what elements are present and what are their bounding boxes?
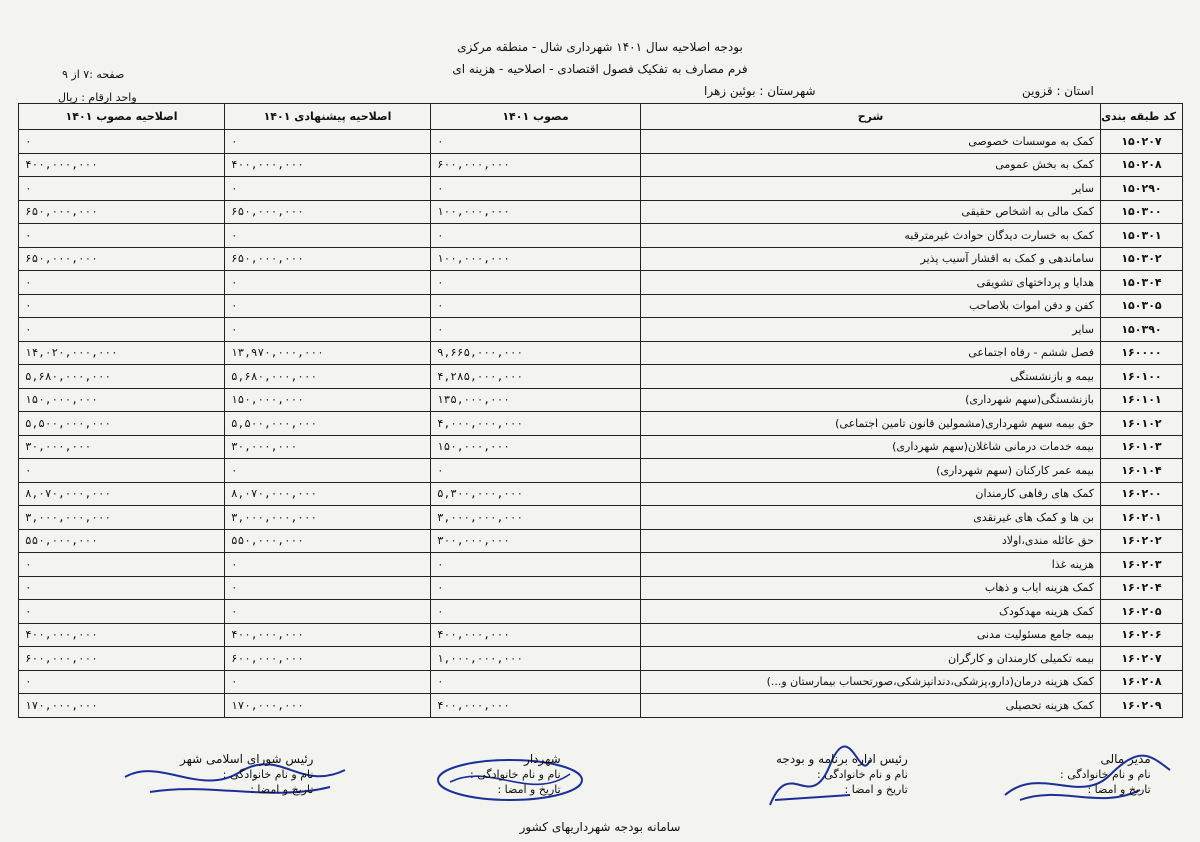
system-footer: سامانه بودجه شهرداریهای کشور: [519, 820, 681, 834]
approved-cell: ۳۰۰,۰۰۰,۰۰۰: [431, 529, 641, 553]
code-cell: ۱۵۰۲۰۸: [1101, 153, 1183, 177]
description-cell: بن ها و کمک های غیرنقدی: [641, 506, 1101, 530]
proposed-cell: ۰: [225, 576, 431, 600]
description-cell: کمک هزینه تحصیلی: [641, 694, 1101, 718]
approved-cell: ۰: [431, 318, 641, 342]
province-label: استان : قزوین: [1022, 84, 1094, 98]
approved-cell: ۰: [431, 600, 641, 624]
table-row: [19, 623, 1183, 647]
table-row: [19, 694, 1183, 718]
table-row: [19, 506, 1183, 530]
approved-cell: ۴,۰۰۰,۰۰۰,۰۰۰: [431, 412, 641, 436]
table-row: [19, 294, 1183, 318]
approved-amendment-cell: ۰: [19, 459, 225, 483]
approved-cell: ۹,۶۶۵,۰۰۰,۰۰۰: [431, 341, 641, 365]
approved-cell: ۱۳۵,۰۰۰,۰۰۰: [431, 388, 641, 412]
signature-block-mayor: [470, 752, 561, 797]
code-cell: ۱۶۰۱۰۰: [1101, 365, 1183, 389]
table-row: [19, 247, 1183, 271]
code-cell: ۱۵۰۳۰۱: [1101, 224, 1183, 248]
description-cell: بیمه تکمیلی کارمندان و کارگران: [641, 647, 1101, 671]
proposed-cell: ۱۳,۹۷۰,۰۰۰,۰۰۰: [225, 341, 431, 365]
approved-cell: ۰: [431, 130, 641, 154]
form-subtitle: فرم مصارف به تفکیک فصول اقتصادی - اصلاحیه - هزینه ای: [452, 62, 748, 76]
table-row: [19, 647, 1183, 671]
proposed-cell: ۵۵۰,۰۰۰,۰۰۰: [225, 529, 431, 553]
table-row: [19, 341, 1183, 365]
signer-name-label: نام و نام خانوادگی :: [817, 768, 908, 781]
approved-cell: ۶۰۰,۰۰۰,۰۰۰: [431, 153, 641, 177]
approved-amendment-cell: ۶۵۰,۰۰۰,۰۰۰: [19, 247, 225, 271]
proposed-cell: ۰: [225, 177, 431, 201]
code-cell: ۱۶۰۱۰۴: [1101, 459, 1183, 483]
proposed-cell: ۶۵۰,۰۰۰,۰۰۰: [225, 200, 431, 224]
table-row: [19, 318, 1183, 342]
description-cell: بازنشستگی(سهم شهرداری): [641, 388, 1101, 412]
approved-amendment-cell: ۵,۵۰۰,۰۰۰,۰۰۰: [19, 412, 225, 436]
proposed-cell: ۶۰۰,۰۰۰,۰۰۰: [225, 647, 431, 671]
table-row: [19, 177, 1183, 201]
code-cell: ۱۵۰۳۰۴: [1101, 271, 1183, 295]
approved-amendment-cell: ۰: [19, 294, 225, 318]
header-description: شرح: [641, 104, 1101, 130]
approved-amendment-cell: ۰: [19, 130, 225, 154]
table-row: [19, 553, 1183, 577]
proposed-cell: ۵,۵۰۰,۰۰۰,۰۰۰: [225, 412, 431, 436]
approved-amendment-cell: ۰: [19, 670, 225, 694]
table-row: [19, 388, 1183, 412]
budget-table: [18, 103, 1183, 718]
proposed-cell: ۰: [225, 224, 431, 248]
approved-amendment-cell: ۴۰۰,۰۰۰,۰۰۰: [19, 623, 225, 647]
description-cell: کمک های رفاهی کارمندان: [641, 482, 1101, 506]
code-cell: ۱۶۰۲۰۲: [1101, 529, 1183, 553]
currency-unit: واحد ارقام : ریال: [58, 91, 137, 104]
description-cell: کمک هزینه ایاب و ذهاب: [641, 576, 1101, 600]
city-label: شهرستان : بوئین زهرا: [704, 84, 816, 98]
table-row: [19, 435, 1183, 459]
signer-date-label: تاریخ و امضا :: [844, 783, 908, 796]
description-cell: کمک به خسارت دیدگان حوادث غیرمترقبه: [641, 224, 1101, 248]
code-cell: ۱۶۰۲۰۷: [1101, 647, 1183, 671]
code-cell: ۱۵۰۲۰۷: [1101, 130, 1183, 154]
table-row: [19, 130, 1183, 154]
proposed-cell: ۰: [225, 294, 431, 318]
approved-amendment-cell: ۸,۰۷۰,۰۰۰,۰۰۰: [19, 482, 225, 506]
description-cell: حق عائله مندی،اولاد: [641, 529, 1101, 553]
approved-cell: ۰: [431, 553, 641, 577]
approved-amendment-cell: ۳,۰۰۰,۰۰۰,۰۰۰: [19, 506, 225, 530]
code-cell: ۱۵۰۳۰۲: [1101, 247, 1183, 271]
description-cell: سایر: [641, 318, 1101, 342]
description-cell: بیمه خدمات درمانی شاغلان(سهم شهرداری): [641, 435, 1101, 459]
approved-cell: ۱۰۰,۰۰۰,۰۰۰: [431, 200, 641, 224]
code-cell: ۱۶۰۲۰۸: [1101, 670, 1183, 694]
form-title: بودجه اصلاحیه سال ۱۴۰۱ شهرداری شال - منطقه مرکزی: [457, 40, 743, 54]
signer-name-label: نام و نام خانوادگی :: [470, 768, 561, 781]
description-cell: کفن و دفن اموات بلاصاحب: [641, 294, 1101, 318]
table-row: [19, 670, 1183, 694]
approved-cell: ۰: [431, 670, 641, 694]
approved-amendment-cell: ۰: [19, 553, 225, 577]
header-code: کد طبقه بندی: [1101, 104, 1183, 130]
table-header-row: [19, 104, 1183, 130]
approved-amendment-cell: ۱۴,۰۲۰,۰۰۰,۰۰۰: [19, 341, 225, 365]
proposed-cell: ۰: [225, 600, 431, 624]
code-cell: ۱۶۰۲۰۰: [1101, 482, 1183, 506]
code-cell: ۱۶۰۲۰۶: [1101, 623, 1183, 647]
description-cell: بیمه جامع مسئولیت مدنی: [641, 623, 1101, 647]
code-cell: ۱۶۰۰۰۰: [1101, 341, 1183, 365]
signature-block-budget-head: [776, 752, 908, 797]
description-cell: کمک هزینه مهدکودک: [641, 600, 1101, 624]
proposed-cell: ۰: [225, 318, 431, 342]
approved-amendment-cell: ۰: [19, 576, 225, 600]
approved-cell: ۳,۰۰۰,۰۰۰,۰۰۰: [431, 506, 641, 530]
approved-cell: ۴۰۰,۰۰۰,۰۰۰: [431, 694, 641, 718]
code-cell: ۱۶۰۲۰۵: [1101, 600, 1183, 624]
description-cell: سایر: [641, 177, 1101, 201]
header-approved: مصوب ۱۴۰۱: [431, 104, 641, 130]
description-cell: کمک به بخش عمومی: [641, 153, 1101, 177]
proposed-cell: ۱۵۰,۰۰۰,۰۰۰: [225, 388, 431, 412]
signer-title: مدیر مالی: [1100, 752, 1151, 766]
proposed-cell: ۱۷۰,۰۰۰,۰۰۰: [225, 694, 431, 718]
approved-cell: ۴۰۰,۰۰۰,۰۰۰: [431, 623, 641, 647]
table-row: [19, 576, 1183, 600]
description-cell: فصل ششم - رفاه اجتماعی: [641, 341, 1101, 365]
code-cell: ۱۵۰۳۰۵: [1101, 294, 1183, 318]
proposed-cell: ۳۰,۰۰۰,۰۰۰: [225, 435, 431, 459]
code-cell: ۱۶۰۲۰۱: [1101, 506, 1183, 530]
approved-amendment-cell: ۰: [19, 271, 225, 295]
approved-amendment-cell: ۰: [19, 318, 225, 342]
approved-amendment-cell: ۶۰۰,۰۰۰,۰۰۰: [19, 647, 225, 671]
code-cell: ۱۶۰۲۰۹: [1101, 694, 1183, 718]
approved-cell: ۴,۲۸۵,۰۰۰,۰۰۰: [431, 365, 641, 389]
proposed-cell: ۰: [225, 130, 431, 154]
proposed-cell: ۰: [225, 553, 431, 577]
approved-cell: ۱۰۰,۰۰۰,۰۰۰: [431, 247, 641, 271]
approved-amendment-cell: ۱۵۰,۰۰۰,۰۰۰: [19, 388, 225, 412]
approved-amendment-cell: ۶۵۰,۰۰۰,۰۰۰: [19, 200, 225, 224]
approved-cell: ۰: [431, 177, 641, 201]
description-cell: حق بیمه سهم شهرداری(مشمولین قانون تامین اجتماعی): [641, 412, 1101, 436]
page-number: صفحه :۷ از ۹: [62, 68, 125, 81]
header-proposed: اصلاحیه پیشنهادی ۱۴۰۱: [225, 104, 431, 130]
table-row: [19, 482, 1183, 506]
proposed-cell: ۰: [225, 459, 431, 483]
signer-date-label: تاریخ و امضا :: [250, 783, 314, 796]
description-cell: هدایا و پرداختهای تشویقی: [641, 271, 1101, 295]
description-cell: هزینه غذا: [641, 553, 1101, 577]
code-cell: ۱۶۰۲۰۴: [1101, 576, 1183, 600]
proposed-cell: ۰: [225, 670, 431, 694]
approved-cell: ۰: [431, 459, 641, 483]
approved-cell: ۰: [431, 271, 641, 295]
approved-amendment-cell: ۵۵۰,۰۰۰,۰۰۰: [19, 529, 225, 553]
proposed-cell: ۸,۰۷۰,۰۰۰,۰۰۰: [225, 482, 431, 506]
approved-amendment-cell: ۴۰۰,۰۰۰,۰۰۰: [19, 153, 225, 177]
table-row: [19, 365, 1183, 389]
code-cell: ۱۶۰۲۰۳: [1101, 553, 1183, 577]
approved-cell: ۰: [431, 294, 641, 318]
table-row: [19, 600, 1183, 624]
approved-amendment-cell: ۳۰,۰۰۰,۰۰۰: [19, 435, 225, 459]
table-row: [19, 271, 1183, 295]
code-cell: ۱۵۰۲۹۰: [1101, 177, 1183, 201]
approved-amendment-cell: ۵,۶۸۰,۰۰۰,۰۰۰: [19, 365, 225, 389]
proposed-cell: ۶۵۰,۰۰۰,۰۰۰: [225, 247, 431, 271]
approved-amendment-cell: ۰: [19, 600, 225, 624]
signature-block-council-head: [180, 752, 313, 797]
code-cell: ۱۵۰۳۰۰: [1101, 200, 1183, 224]
approved-amendment-cell: ۰: [19, 224, 225, 248]
signer-name-label: نام و نام خانوادگی :: [222, 768, 314, 781]
table-row: [19, 200, 1183, 224]
signer-name-label: نام و نام خانوادگی :: [1060, 768, 1151, 781]
approved-cell: ۱,۰۰۰,۰۰۰,۰۰۰: [431, 647, 641, 671]
description-cell: کمک به موسسات خصوصی: [641, 130, 1101, 154]
approved-cell: ۱۵۰,۰۰۰,۰۰۰: [431, 435, 641, 459]
code-cell: ۱۵۰۳۹۰: [1101, 318, 1183, 342]
header-approved-amendment: اصلاحیه مصوب ۱۴۰۱: [19, 104, 225, 130]
description-cell: ساماندهی و کمک به اقشار آسیب پذیر: [641, 247, 1101, 271]
signature-block-finance-manager: [1060, 752, 1151, 797]
approved-amendment-cell: ۰: [19, 177, 225, 201]
description-cell: کمک مالی به اشخاص حقیقی: [641, 200, 1101, 224]
approved-cell: ۰: [431, 224, 641, 248]
table-row: [19, 459, 1183, 483]
table-row: [19, 224, 1183, 248]
proposed-cell: ۳,۰۰۰,۰۰۰,۰۰۰: [225, 506, 431, 530]
code-cell: ۱۶۰۱۰۱: [1101, 388, 1183, 412]
signer-title: شهردار: [524, 752, 561, 766]
signer-title: رئیس اداره برنامه و بودجه: [776, 752, 908, 766]
proposed-cell: ۵,۶۸۰,۰۰۰,۰۰۰: [225, 365, 431, 389]
description-cell: کمک هزینه درمان(دارو،پزشکی،دندانپزشکی،صورتحساب بیمارستان و...): [641, 670, 1101, 694]
signer-date-label: تاریخ و امضا :: [1087, 783, 1151, 796]
table-row: [19, 529, 1183, 553]
signer-date-label: تاریخ و امضا :: [497, 783, 561, 796]
proposed-cell: ۴۰۰,۰۰۰,۰۰۰: [225, 623, 431, 647]
approved-cell: ۵,۳۰۰,۰۰۰,۰۰۰: [431, 482, 641, 506]
approved-cell: ۰: [431, 576, 641, 600]
table-row: [19, 153, 1183, 177]
signer-title: رئیس شورای اسلامی شهر: [180, 752, 314, 766]
code-cell: ۱۶۰۱۰۲: [1101, 412, 1183, 436]
table-row: [19, 412, 1183, 436]
description-cell: بیمه عمر کارکنان (سهم شهرداری): [641, 459, 1101, 483]
proposed-cell: ۰: [225, 271, 431, 295]
description-cell: بیمه و بازنشستگی: [641, 365, 1101, 389]
code-cell: ۱۶۰۱۰۳: [1101, 435, 1183, 459]
proposed-cell: ۴۰۰,۰۰۰,۰۰۰: [225, 153, 431, 177]
approved-amendment-cell: ۱۷۰,۰۰۰,۰۰۰: [19, 694, 225, 718]
